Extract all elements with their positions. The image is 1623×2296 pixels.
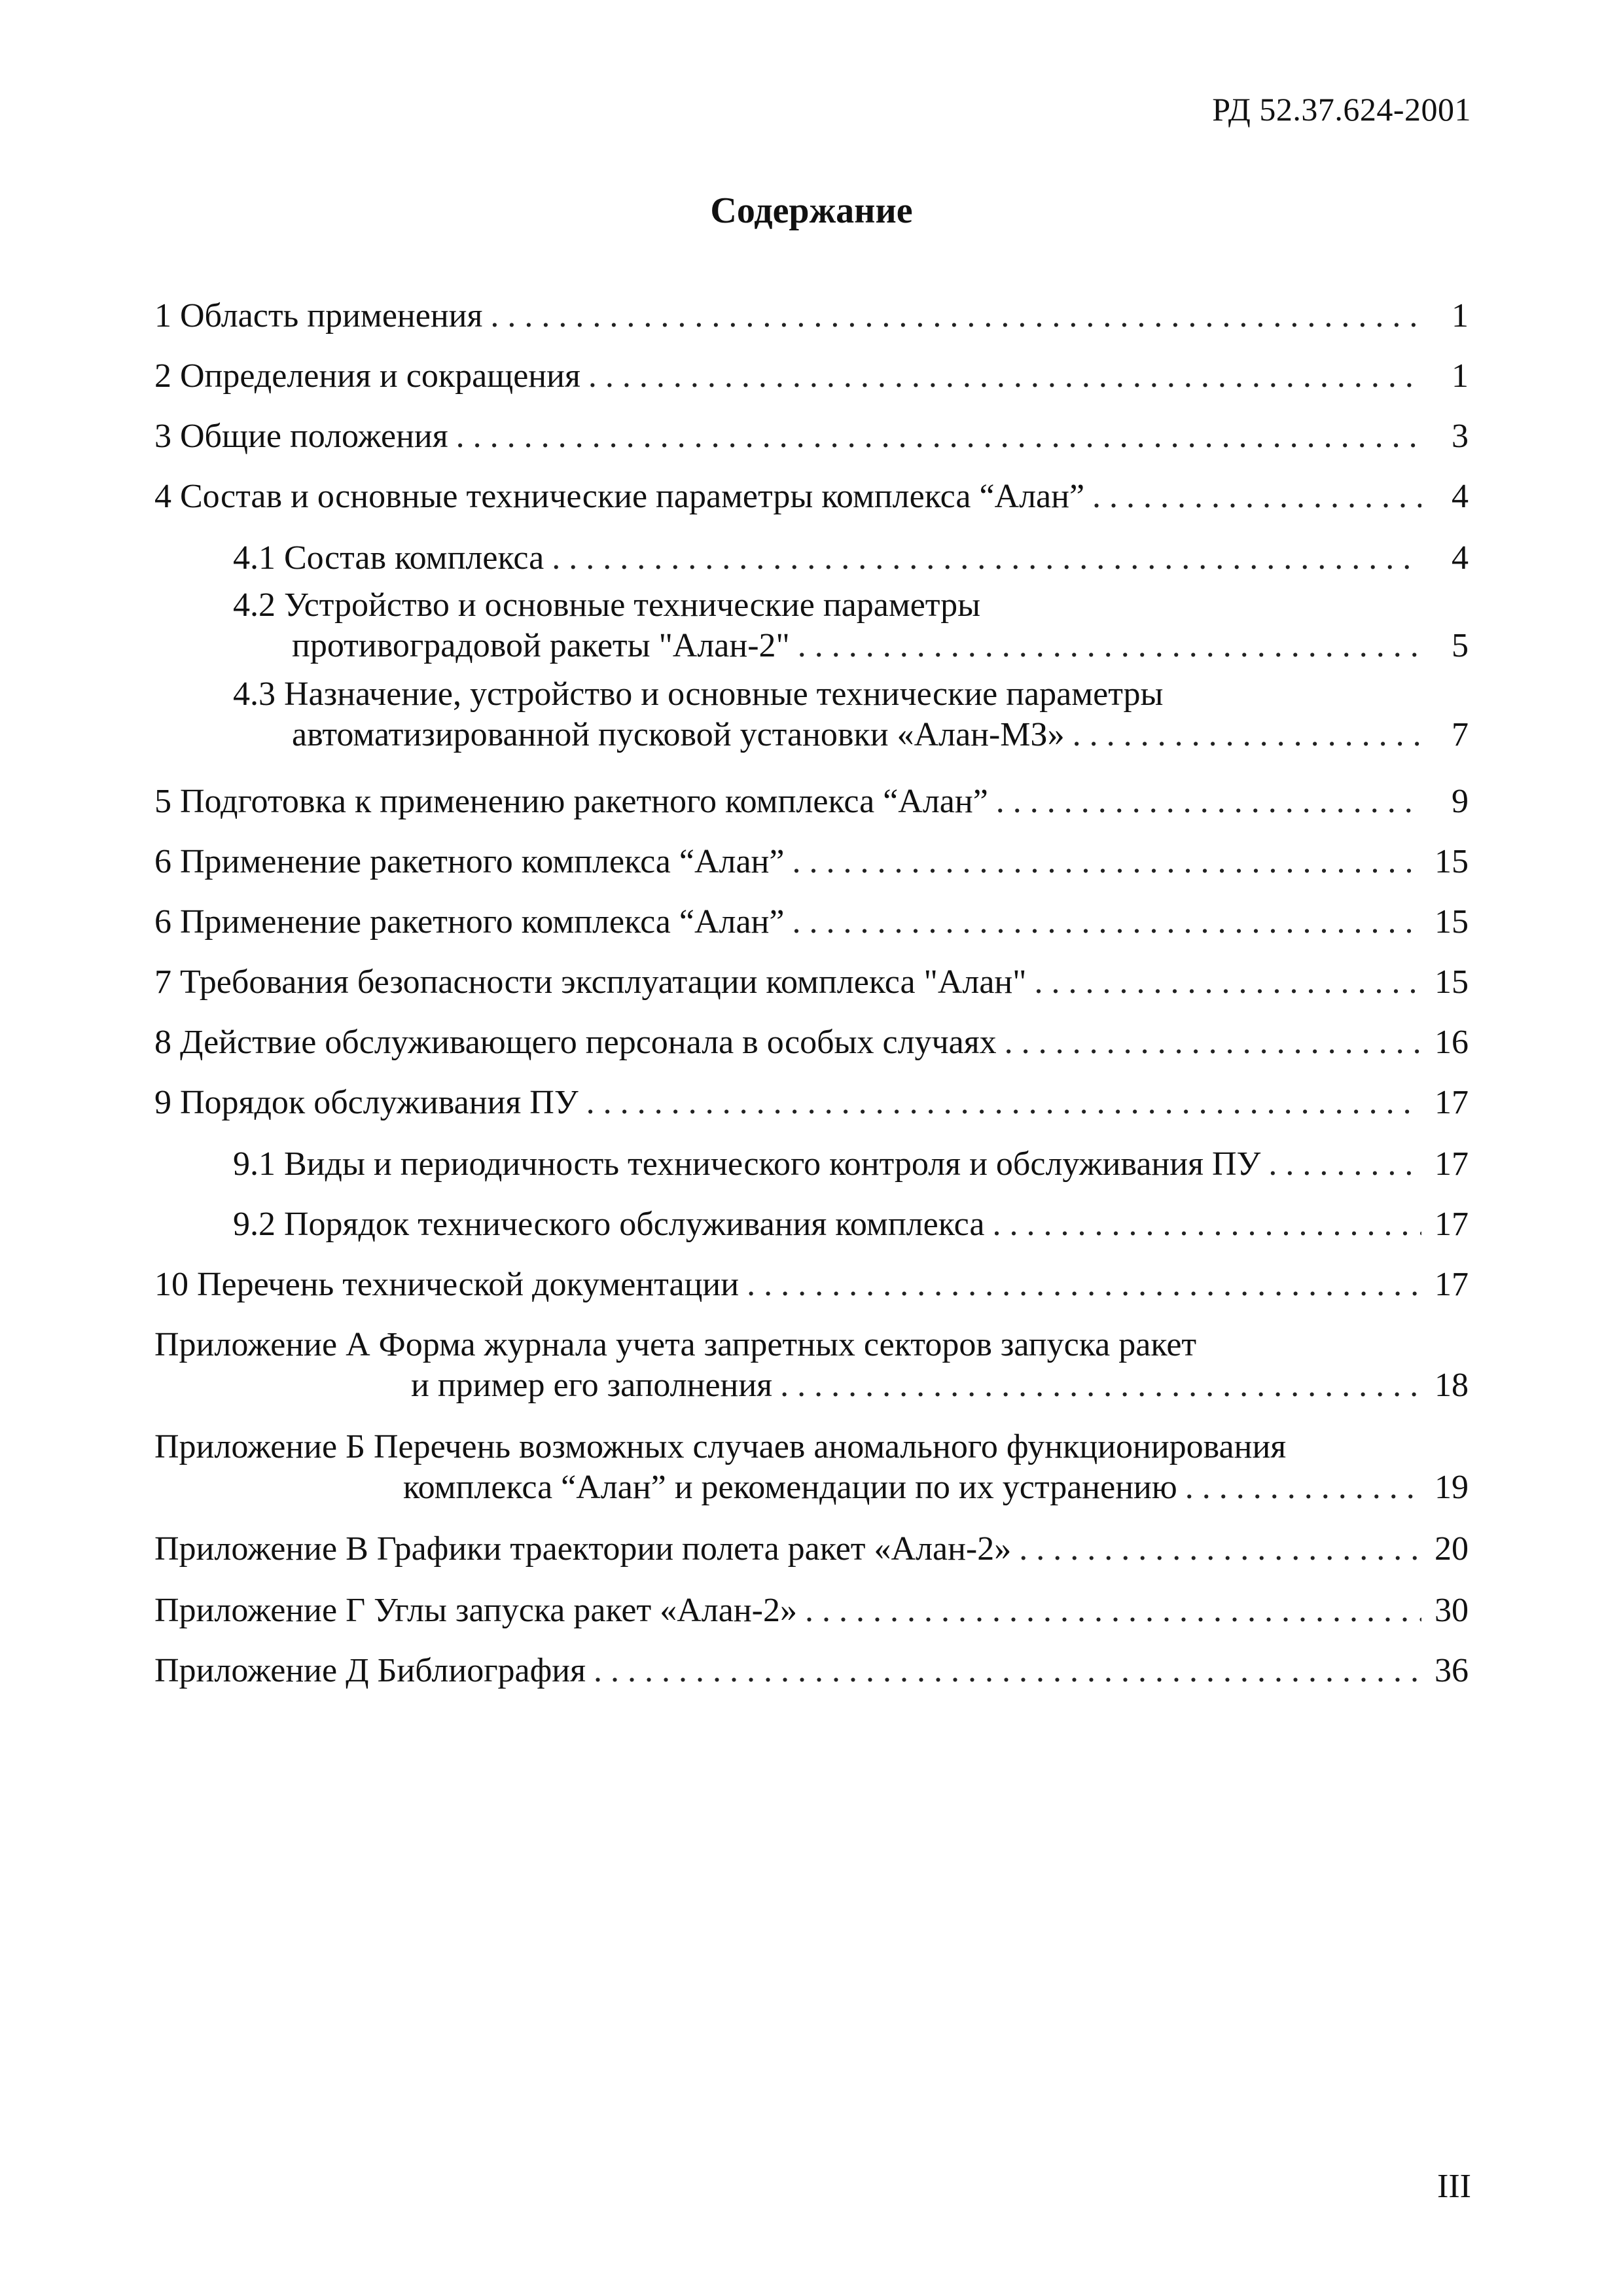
toc-entry-title: 4.3 Назначение, устройство и основные технические параметры — [233, 675, 1164, 713]
toc-entry — [154, 296, 1469, 336]
toc-entry-page: 36 — [1435, 1652, 1469, 1689]
toc-entry-title-continued: противоградовой ракеты "Алан-2" — [292, 627, 790, 664]
toc-appendix-entry — [154, 1427, 1469, 1508]
toc-subentry — [233, 585, 1469, 666]
dot-leader — [805, 1590, 1421, 1631]
dot-leader — [1019, 1529, 1421, 1570]
dot-leader — [588, 356, 1421, 397]
toc-entry — [154, 842, 1469, 882]
toc-entry-title: 3 Общие положения — [154, 418, 448, 455]
toc-entry-title: 9 Порядок обслуживания ПУ — [154, 1084, 579, 1121]
toc-entry-title-continued: и пример его заполнения — [411, 1367, 773, 1404]
toc-entry-title: Приложение В Графики траектории полета ракет «Алан-2» — [154, 1530, 1012, 1568]
toc-entry — [154, 1022, 1469, 1063]
toc-entry-title: 6 Применение ракетного комплекса “Алан” — [154, 903, 785, 941]
dot-leader — [792, 902, 1421, 942]
toc-entry-title: Приложение Б Перечень возможных случаев аномального функционирования — [154, 1428, 1287, 1465]
toc-entry — [154, 356, 1469, 397]
toc-appendix-entry — [154, 1651, 1469, 1691]
toc-entry-page: 15 — [1435, 963, 1469, 1001]
page-title: Содержание — [710, 190, 913, 231]
toc-subentry — [233, 538, 1469, 579]
toc-entry-title: Приложение А Форма журнала учета запретных секторов запуска ракет — [154, 1326, 1197, 1363]
toc-entry-page: 1 — [1452, 297, 1469, 334]
toc-subentry — [233, 674, 1469, 755]
document-code: РД 52.37.624-2001 — [1212, 91, 1471, 128]
toc-entry-page: 7 — [1452, 716, 1469, 753]
toc-entry — [154, 1265, 1469, 1305]
page-number: III — [1437, 2168, 1471, 2205]
dot-leader — [1185, 1467, 1421, 1508]
toc-entry-page: 30 — [1435, 1592, 1469, 1629]
toc-entry-title: 8 Действие обслуживающего персонала в особых случаях — [154, 1024, 997, 1061]
toc-entry-page: 9 — [1452, 783, 1469, 820]
dot-leader — [992, 1204, 1421, 1245]
toc-entry-title: 9.1 Виды и периодичность технического контроля и обслуживания ПУ — [233, 1145, 1261, 1183]
toc-entry-page: 3 — [1452, 418, 1469, 455]
toc-entry-page: 4 — [1452, 478, 1469, 515]
toc-entry-title: 2 Определения и сокращения — [154, 357, 580, 395]
toc-entry — [154, 1083, 1469, 1123]
dot-leader — [552, 538, 1421, 579]
dot-leader — [996, 781, 1421, 822]
toc-entry-title: 9.2 Порядок технического обслуживания комплекса — [233, 1206, 985, 1243]
toc-entry-title: Приложение Г Углы запуска ракет «Алан-2» — [154, 1592, 797, 1629]
dot-leader — [1268, 1144, 1421, 1185]
toc-entry-title: 4 Состав и основные технические параметры комплекса “Алан” — [154, 478, 1085, 515]
toc-entry-page: 17 — [1435, 1206, 1469, 1243]
toc-subentry — [233, 1144, 1469, 1185]
toc-appendix-entry — [154, 1529, 1469, 1570]
toc-entry-page: 17 — [1435, 1266, 1469, 1303]
toc-entry-page: 15 — [1435, 843, 1469, 880]
toc-entry-page: 1 — [1452, 357, 1469, 395]
toc-entry-title-continued: автоматизированной пусковой установки «Алан-МЗ» — [292, 716, 1065, 753]
toc-subentry — [233, 1204, 1469, 1245]
toc-entry-title: 4.2 Устройство и основные технические параметры — [233, 586, 981, 624]
toc-entry-title: 1 Область применения — [154, 297, 483, 334]
dot-leader — [792, 842, 1421, 882]
toc-entry — [154, 781, 1469, 822]
dot-leader — [456, 416, 1421, 457]
toc-entry-title: 10 Перечень технической документации — [154, 1266, 740, 1303]
dot-leader — [747, 1265, 1421, 1305]
toc-entry-page: 17 — [1435, 1084, 1469, 1121]
dot-leader — [1092, 476, 1421, 517]
toc-entry-page: 18 — [1435, 1367, 1469, 1404]
dot-leader — [586, 1083, 1421, 1123]
toc-appendix-entry — [154, 1325, 1469, 1406]
toc-entry-title: 7 Требования безопасности эксплуатации комплекса "Алан" — [154, 963, 1027, 1001]
toc-entry-page: 15 — [1435, 903, 1469, 941]
dot-leader — [1005, 1022, 1421, 1063]
dot-leader — [780, 1365, 1421, 1406]
toc-entry-title: 6 Применение ракетного комплекса “Алан” — [154, 843, 785, 880]
toc-entry-page: 4 — [1452, 539, 1469, 577]
toc-entry-page: 16 — [1435, 1024, 1469, 1061]
toc-entry — [154, 416, 1469, 457]
toc-entry-title: Приложение Д Библиография — [154, 1652, 586, 1689]
toc-entry-title: 5 Подготовка к применению ракетного комплекса “Алан” — [154, 783, 988, 820]
dot-leader — [1073, 715, 1421, 755]
toc-entry-title: 4.1 Состав комплекса — [233, 539, 544, 577]
toc-entry-title-continued: комплекса “Алан” и рекомендации по их устранению — [403, 1469, 1177, 1506]
dot-leader — [798, 626, 1421, 666]
toc-entry-page: 5 — [1452, 627, 1469, 664]
toc-entry-page: 19 — [1435, 1469, 1469, 1506]
toc-appendix-entry — [154, 1590, 1469, 1631]
dot-leader — [594, 1651, 1421, 1691]
toc-entry-page: 20 — [1435, 1530, 1469, 1568]
dot-leader — [1034, 962, 1421, 1003]
toc-entry-page: 17 — [1435, 1145, 1469, 1183]
dot-leader — [490, 296, 1421, 336]
toc-entry — [154, 962, 1469, 1003]
toc-entry — [154, 902, 1469, 942]
toc-entry — [154, 476, 1469, 517]
